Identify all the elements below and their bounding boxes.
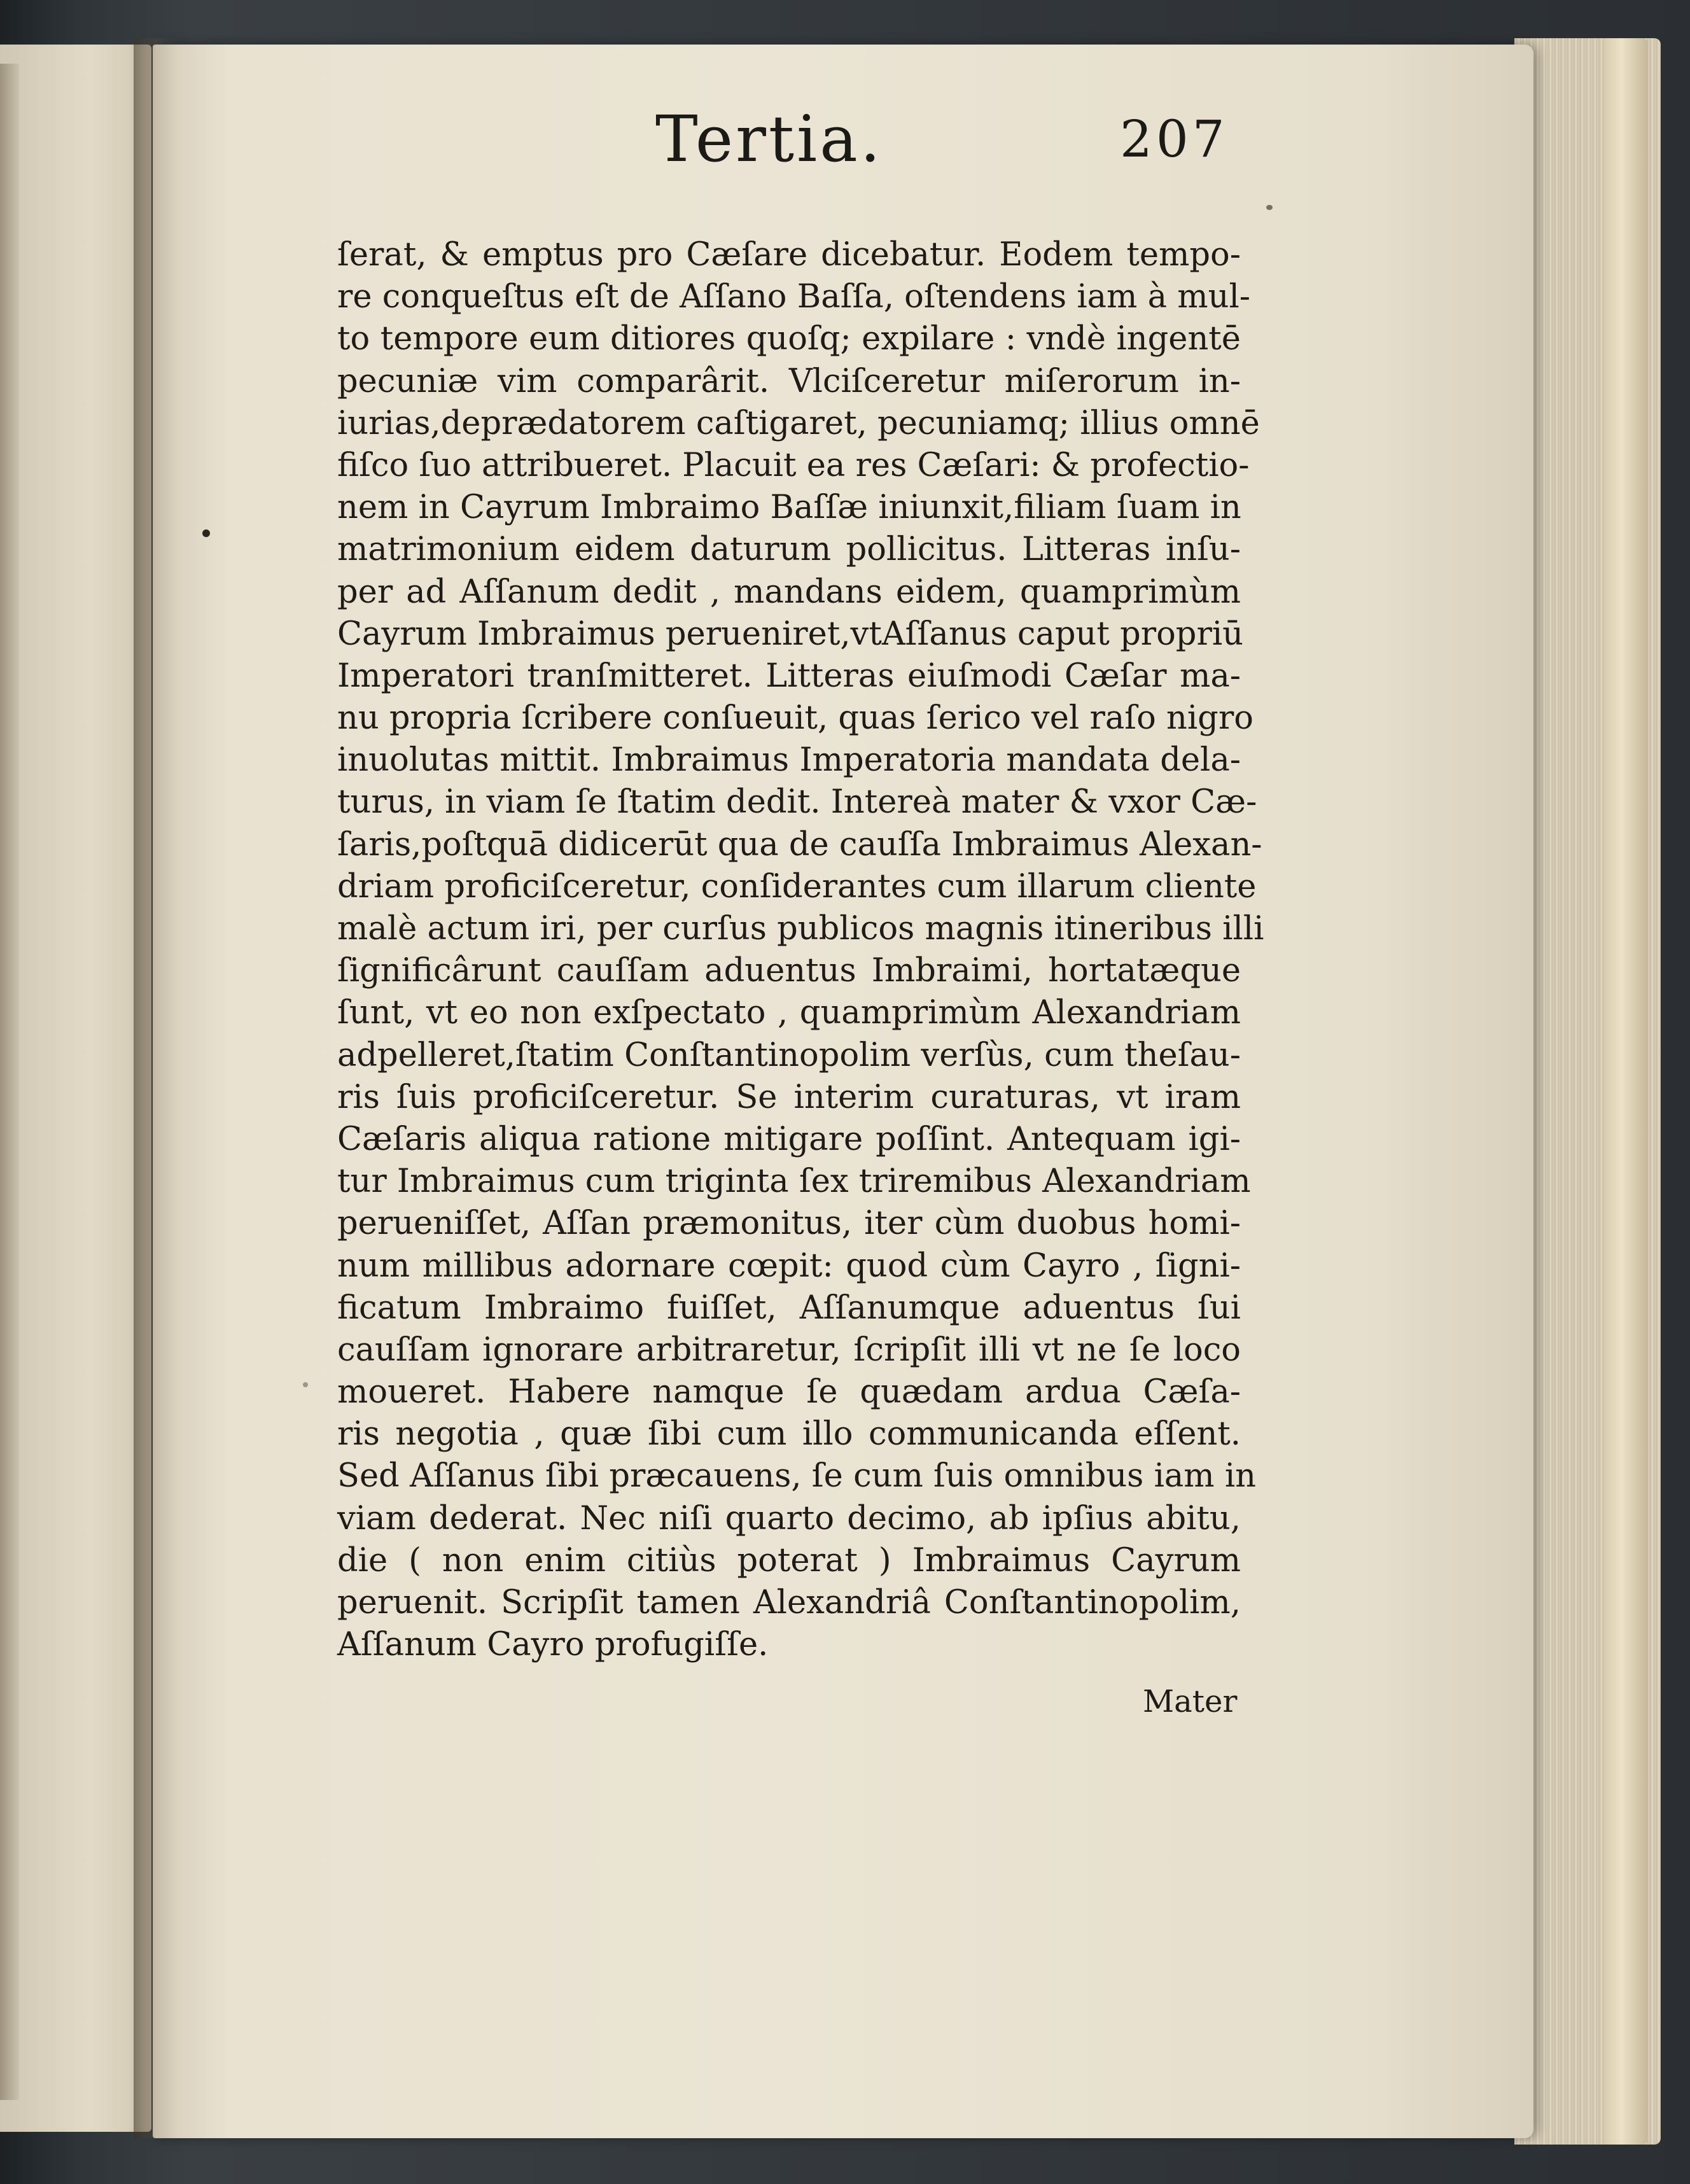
text-line: Imperatori tranſmitteret. Litteras eiuſmodi Cæſar ma- — [337, 657, 1241, 695]
text-line: adpelleret,ſtatim Conſtantinopolim verſùs, cum theſau- — [337, 1036, 1241, 1074]
page-number: 207 — [1120, 109, 1229, 169]
text-line: peruenit. Scripſit tamen Alexandriâ Conſtantinopolim, — [337, 1584, 1241, 1621]
text-line: per ad Aſſanum dedit , mandans eidem, quamprimùm — [337, 573, 1241, 611]
text-line: inuolutas mittit. Imbraimus Imperatoria mandata dela- — [337, 741, 1241, 780]
text-line: to tempore eum ditiores quoſq; expilare : vndè ingentē — [337, 320, 1241, 358]
text-line: moueret. Habere namque ſe quædam ardua Cæſa- — [337, 1373, 1241, 1411]
text-line: perueniſſet, Aſſan præmonitus, iter cùm duobus homi- — [337, 1205, 1241, 1243]
body-text — [337, 234, 1264, 1666]
text-line: fiſco ſuo attribueret. Placuit ea res Cæſari: & profectio- — [337, 446, 1250, 484]
book-cover-edge — [0, 64, 19, 2100]
text-line: die ( non enim citiùs poterat ) Imbraimus Cayrum — [337, 1541, 1241, 1579]
text-line: ris ſuis proficiſceretur. Se interim curaturas, vt iram — [337, 1078, 1241, 1116]
text-line: num millibus adornare cœpit: quod cùm Cayro , ſigni- — [337, 1247, 1241, 1285]
text-line: matrimonium eidem daturum pollicitus. Litteras inſu- — [337, 531, 1241, 569]
text-line: iurias,deprædatorem caſtigaret, pecuniamq; illius omnē — [337, 404, 1260, 442]
text-line: driam proficiſceretur, conſiderantes cum illarum cliente — [337, 867, 1257, 906]
text-line: ſunt, vt eo non exſpectato , quamprimùm Alexandriam — [337, 994, 1241, 1032]
text-line: Cayrum Imbraimus perueniret,vtAſſanus caput propriū — [337, 615, 1243, 653]
running-head: Tertia. — [655, 102, 883, 176]
text-line: ſaris,poſtquā didicerūt qua de cauſſa Imbraimus Alexan- — [337, 825, 1262, 864]
ink-speck — [202, 529, 210, 537]
previous-page-edge — [0, 45, 151, 2132]
text-line: cauſſam ignorare arbitraretur, ſcripſit illi vt ne ſe loco — [337, 1331, 1241, 1369]
text-line: re conqueſtus eſt de Aſſano Baſſa, oſtendens iam à mul- — [337, 278, 1250, 316]
gutter-shadow — [134, 38, 178, 2138]
text-line: Sed Aſſanus ſibi præcauens, ſe cum ſuis omnibus iam in — [337, 1457, 1257, 1495]
page-stack-fore-edge — [1603, 38, 1648, 2145]
ink-speck — [303, 1382, 308, 1387]
text-line: malè actum iri, per curſus publicos magnis itineribus illi — [337, 910, 1264, 948]
text-line: ſerat, & emptus pro Cæſare dicebatur. Eodem tempo- — [337, 236, 1241, 274]
text-line: tur Imbraimus cum triginta ſex triremibus Alexandriam — [337, 1163, 1251, 1201]
catchword: Mater — [1143, 1684, 1238, 1719]
text-line: nem in Cayrum Imbraimo Baſſæ iniunxit,filiam ſuam in — [337, 489, 1241, 527]
text-line: viam dederat. Nec niſi quarto decimo, ab ipſius abitu, — [337, 1499, 1241, 1537]
text-line: pecuniæ vim comparârit. Vlciſceretur miſerorum in- — [337, 362, 1241, 400]
text-line: ris negotia , quæ ſibi cum illo communicanda eſſent. — [337, 1415, 1241, 1453]
text-line: turus, in viam ſe ſtatim dedit. Intereà mater & vxor Cæ- — [337, 783, 1257, 822]
text-line: ſignificârunt cauſſam aduentus Imbraimi, hortatæque — [337, 952, 1241, 990]
text-line: nu propria ſcribere conſueuit, quas ſerico vel raſo nigro — [337, 699, 1254, 738]
text-line: ficatum Imbraimo fuiſſet, Aſſanumque aduentus ſui — [337, 1289, 1241, 1327]
text-line: Cæſaris aliqua ratione mitigare poſſint. Antequam igi- — [337, 1120, 1241, 1158]
text-line: Aſſanum Cayro profugiſſe. — [337, 1626, 769, 1664]
ink-speck — [1266, 205, 1273, 210]
